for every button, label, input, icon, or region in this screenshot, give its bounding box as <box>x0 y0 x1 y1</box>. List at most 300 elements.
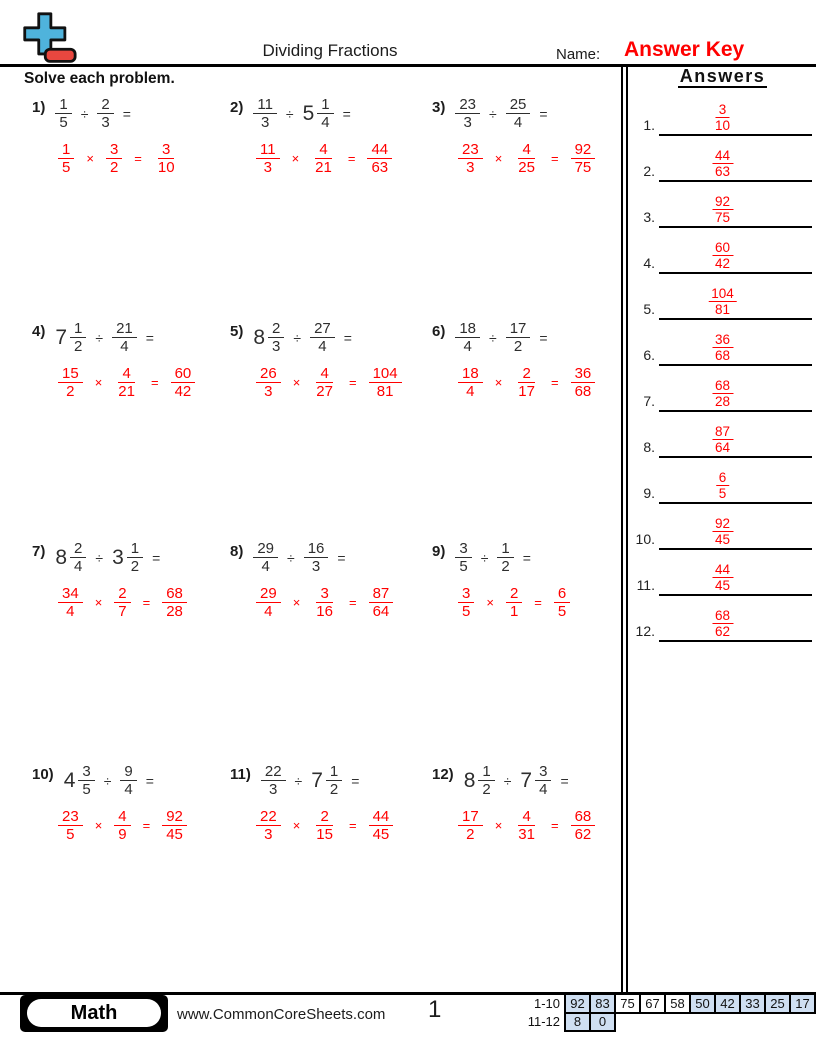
score-cell: 0 <box>590 1013 615 1032</box>
fraction <box>70 320 86 356</box>
answer-fraction <box>712 148 733 180</box>
denominator: 3 <box>264 825 273 843</box>
fraction <box>256 585 281 621</box>
multiply-sign: × <box>94 374 103 390</box>
answer-row-1 <box>629 94 816 140</box>
fraction <box>253 96 277 132</box>
denominator: 63 <box>371 158 389 176</box>
answer-blank-line <box>659 180 812 182</box>
solution <box>58 585 230 621</box>
problem-8 <box>230 532 432 755</box>
fraction <box>114 365 139 401</box>
numerator: 1 <box>70 320 86 338</box>
denominator: 21 <box>118 382 135 400</box>
numerator: 44 <box>367 141 392 159</box>
fraction <box>506 320 531 356</box>
denominator: 2 <box>466 825 475 843</box>
divide-sign: ÷ <box>95 549 104 566</box>
denominator: 75 <box>714 210 731 226</box>
fraction <box>458 365 483 401</box>
score-cell: 92 <box>565 994 590 1013</box>
answer-row-2 <box>629 140 816 186</box>
question <box>230 320 432 356</box>
answer-number: 10. <box>635 531 655 547</box>
denominator: 4 <box>264 602 273 620</box>
problem-number: 12) <box>432 766 454 783</box>
numerator: 4 <box>114 808 130 826</box>
result-fraction <box>369 585 394 621</box>
numerator: 3 <box>106 141 122 159</box>
equals-sign: = <box>539 105 548 122</box>
denominator: 15 <box>316 825 333 843</box>
divide-sign: ÷ <box>480 549 489 566</box>
numerator: 60 <box>712 240 733 257</box>
denominator: 1 <box>509 602 519 620</box>
question <box>230 96 432 132</box>
problem-number: 11) <box>230 766 251 783</box>
denominator: 3 <box>260 114 270 132</box>
numerator: 1 <box>317 96 333 114</box>
numerator: 2 <box>268 320 284 338</box>
numerator: 3 <box>458 585 474 603</box>
fraction <box>497 540 513 576</box>
numerator: 2 <box>114 585 130 603</box>
denominator: 2 <box>66 382 75 400</box>
multiply-sign: × <box>292 817 301 833</box>
denominator: 64 <box>372 602 390 620</box>
denominator: 25 <box>518 158 535 176</box>
numerator: 21 <box>112 320 137 338</box>
divide-sign: ÷ <box>285 105 294 122</box>
fraction <box>514 141 539 177</box>
numerator: 6 <box>716 470 730 487</box>
denominator: 2 <box>74 338 83 356</box>
website-url: www.CommonCoreSheets.com <box>177 1006 386 1023</box>
multiply-sign: × <box>486 594 494 610</box>
solution <box>256 585 432 621</box>
problem-9 <box>432 532 622 755</box>
question <box>432 96 622 132</box>
numerator: 1 <box>326 763 342 781</box>
numerator: 15 <box>58 365 83 383</box>
numerator: 17 <box>506 320 531 338</box>
instructions: Solve each problem. <box>24 70 175 87</box>
divide-sign: ÷ <box>95 329 104 346</box>
answer-fraction <box>712 240 733 272</box>
fraction <box>535 763 551 799</box>
multiply-sign: × <box>86 150 94 166</box>
answer-number: 5. <box>643 301 655 317</box>
numerator: 2 <box>70 540 86 558</box>
divide-sign: ÷ <box>287 549 295 566</box>
answer-fraction <box>712 608 733 640</box>
solution <box>58 365 230 401</box>
question <box>230 763 432 799</box>
numerator: 68 <box>162 585 187 603</box>
denominator: 4 <box>318 338 327 356</box>
denominator: 21 <box>315 158 332 176</box>
numerator: 25 <box>506 96 531 114</box>
answer-key-label: Answer Key <box>624 38 745 61</box>
equals-sign: = <box>152 549 161 566</box>
numerator: 1 <box>497 540 513 558</box>
numerator: 22 <box>256 808 281 826</box>
answer-number: 11. <box>636 577 655 593</box>
equals-sign: = <box>337 549 346 566</box>
problem-5 <box>230 312 432 532</box>
multiply-sign: × <box>291 150 300 166</box>
numerator: 68 <box>712 378 733 395</box>
answer-number: 12. <box>635 623 655 639</box>
answer-row-4 <box>629 232 816 278</box>
whole-number: 7 <box>55 325 68 349</box>
numerator: 44 <box>712 148 733 165</box>
score-cell: 83 <box>590 994 615 1013</box>
denominator: 63 <box>714 164 731 180</box>
denominator: 45 <box>372 825 390 843</box>
equals-sign: = <box>145 329 154 346</box>
multiply-sign: × <box>494 817 503 833</box>
numerator: 18 <box>455 320 480 338</box>
denominator: 28 <box>166 602 183 620</box>
denominator: 5 <box>459 558 468 576</box>
denominator: 4 <box>120 338 129 356</box>
multiply-sign: × <box>292 594 301 610</box>
answer-row-8 <box>629 416 816 462</box>
denominator: 3 <box>269 781 278 799</box>
numerator: 3 <box>455 540 471 558</box>
answer-number: 9. <box>643 485 655 501</box>
fraction <box>55 96 71 132</box>
whole-number: 5 <box>302 101 315 125</box>
numerator: 4 <box>315 141 331 159</box>
fraction <box>455 320 480 356</box>
numerator: 68 <box>571 808 596 826</box>
result-fraction <box>369 365 402 401</box>
numerator: 3 <box>716 102 730 119</box>
answer-blank-line <box>659 364 812 366</box>
multiply-sign: × <box>94 594 103 610</box>
numerator: 4 <box>316 365 332 383</box>
answer-number: 1. <box>643 117 655 133</box>
numerator: 6 <box>554 585 570 603</box>
question <box>432 540 622 576</box>
fraction <box>70 540 86 576</box>
denominator: 2 <box>513 338 523 356</box>
numerator: 11 <box>256 141 280 159</box>
numerator: 92 <box>712 516 733 533</box>
numerator: 34 <box>58 585 83 603</box>
question <box>32 540 230 576</box>
answer-blank-line <box>659 272 812 274</box>
denominator: 4 <box>463 338 472 356</box>
denominator: 4 <box>321 114 330 132</box>
result-fraction <box>571 365 596 401</box>
numerator: 87 <box>712 424 733 441</box>
answers-divider <box>621 66 628 993</box>
subject-badge <box>20 995 168 1032</box>
solution <box>458 808 622 844</box>
whole-number: 8 <box>253 325 266 349</box>
equals-sign: = <box>150 374 159 390</box>
problem-11 <box>230 755 432 981</box>
page-number: 1 <box>428 996 442 1023</box>
fraction <box>317 96 333 132</box>
fraction <box>127 540 143 576</box>
denominator: 16 <box>316 602 333 620</box>
subject-label: Math <box>27 999 161 1027</box>
denominator: 4 <box>466 382 475 400</box>
commoncoresheets-logo <box>20 11 78 67</box>
whole-number: 8 <box>463 768 476 792</box>
whole-number: 7 <box>520 768 533 792</box>
problem-4 <box>32 312 230 532</box>
fraction <box>506 96 531 132</box>
denominator: 81 <box>376 382 394 400</box>
problem-number: 9) <box>432 543 446 560</box>
fraction <box>312 808 337 844</box>
fraction <box>312 365 337 401</box>
equals-sign: = <box>142 594 151 610</box>
fraction <box>458 808 483 844</box>
problem-2 <box>230 88 432 312</box>
equals-sign: = <box>348 594 357 610</box>
equals-sign: = <box>522 549 531 566</box>
fraction <box>326 763 342 799</box>
fraction <box>458 585 474 621</box>
numerator: 2 <box>97 96 113 114</box>
numerator: 3 <box>78 763 94 781</box>
answers-heading <box>629 66 816 94</box>
answer-number: 8. <box>643 439 655 455</box>
whole-number: 4 <box>63 768 76 792</box>
answer-blank-line <box>659 318 812 320</box>
divide-sign: ÷ <box>503 772 512 789</box>
problem-number: 1) <box>32 99 46 116</box>
question <box>32 96 230 132</box>
answer-row-6 <box>629 324 816 370</box>
numerator: 2 <box>316 808 332 826</box>
result-fraction <box>554 585 570 621</box>
denominator: 7 <box>118 602 127 620</box>
numerator: 104 <box>369 365 402 383</box>
divide-sign: ÷ <box>294 772 303 789</box>
answer-number: 6. <box>643 347 655 363</box>
result-fraction <box>369 808 394 844</box>
score-cell: 8 <box>565 1013 590 1032</box>
fraction <box>58 808 83 844</box>
solution <box>458 141 622 177</box>
denominator: 5 <box>62 158 71 176</box>
fraction <box>114 585 130 621</box>
problem-7 <box>32 532 230 755</box>
solution <box>256 365 432 401</box>
score-cell: 42 <box>715 994 740 1013</box>
equals-sign: = <box>343 329 352 346</box>
problem-number: 2) <box>230 99 244 116</box>
numerator: 9 <box>120 763 136 781</box>
question <box>32 763 230 799</box>
denominator: 10 <box>157 158 175 176</box>
denominator: 68 <box>714 348 731 364</box>
result-fraction <box>367 141 392 177</box>
equals-sign: = <box>348 374 357 390</box>
problem-number: 6) <box>432 323 446 340</box>
page-title: Dividing Fractions <box>262 41 398 60</box>
answer-blank-line <box>659 502 812 504</box>
denominator: 31 <box>518 825 535 843</box>
numerator: 3 <box>316 585 332 603</box>
answer-row-5 <box>629 278 816 324</box>
numerator: 92 <box>162 808 187 826</box>
whole-number: 3 <box>112 545 124 569</box>
problems-grid <box>32 88 622 981</box>
score-row-label: 1-10 <box>533 995 560 1011</box>
problem-6 <box>432 312 622 532</box>
fraction <box>58 365 83 401</box>
fraction <box>97 96 113 132</box>
multiply-sign: × <box>494 374 503 390</box>
denominator: 81 <box>714 302 731 318</box>
numerator: 36 <box>712 332 733 349</box>
question <box>230 540 432 576</box>
denominator: 4 <box>74 558 83 576</box>
numerator: 29 <box>256 585 281 603</box>
solution <box>256 808 432 844</box>
numerator: 22 <box>261 763 286 781</box>
fraction <box>311 141 336 177</box>
numerator: 44 <box>712 562 733 579</box>
fraction <box>78 763 94 799</box>
denominator: 4 <box>513 114 523 132</box>
numerator: 23 <box>458 141 483 159</box>
numerator: 87 <box>369 585 394 603</box>
numerator: 1 <box>55 96 71 114</box>
denominator: 42 <box>174 382 192 400</box>
denominator: 62 <box>714 624 731 640</box>
score-cell: 75 <box>615 994 640 1013</box>
problem-10 <box>32 755 230 981</box>
solution <box>58 141 230 177</box>
denominator: 5 <box>462 602 471 620</box>
fraction <box>256 365 281 401</box>
equals-sign: = <box>550 150 559 166</box>
solution <box>58 808 230 844</box>
multiply-sign: × <box>292 374 301 390</box>
score-cell: 25 <box>765 994 790 1013</box>
answer-number: 4. <box>643 255 655 271</box>
minus-icon <box>45 49 75 61</box>
question <box>432 763 622 799</box>
denominator: 9 <box>118 825 127 843</box>
score-cell: 67 <box>640 994 665 1013</box>
answer-fraction <box>712 424 733 456</box>
numerator: 2 <box>518 365 534 383</box>
equals-sign: = <box>550 374 559 390</box>
fraction <box>455 96 480 132</box>
problem-12 <box>432 755 622 981</box>
fraction <box>106 141 122 177</box>
answer-fraction <box>712 562 733 594</box>
answer-fraction <box>712 332 733 364</box>
answer-blank-line <box>659 226 812 228</box>
denominator: 42 <box>714 256 731 272</box>
divide-sign: ÷ <box>489 105 497 122</box>
fraction <box>478 763 494 799</box>
numerator: 4 <box>518 141 534 159</box>
divide-sign: ÷ <box>80 105 89 122</box>
fraction <box>112 320 137 356</box>
problem-number: 5) <box>230 323 244 340</box>
answer-number: 2. <box>643 163 655 179</box>
answer-row-12 <box>629 600 816 646</box>
score-row-11-12 <box>514 1013 815 1032</box>
fraction <box>58 141 74 177</box>
denominator: 4 <box>539 781 548 799</box>
denominator: 2 <box>109 158 119 176</box>
problem-number: 8) <box>230 543 244 560</box>
numerator: 4 <box>118 365 134 383</box>
whole-number: 8 <box>55 545 68 569</box>
answer-blank-line <box>659 594 812 596</box>
fraction <box>458 141 483 177</box>
result-fraction <box>571 808 596 844</box>
denominator: 2 <box>501 558 510 576</box>
result-fraction <box>571 141 596 177</box>
result-fraction <box>162 808 187 844</box>
fraction <box>455 540 471 576</box>
answer-fraction <box>712 194 733 226</box>
numerator: 104 <box>708 286 737 303</box>
result-fraction <box>162 585 187 621</box>
score-row-label: 11-12 <box>527 1014 560 1030</box>
answers-panel <box>629 66 816 646</box>
numerator: 92 <box>571 141 596 159</box>
problem-number: 10) <box>32 766 54 783</box>
denominator: 75 <box>574 158 592 176</box>
score-chart <box>514 993 816 1032</box>
denominator: 3 <box>264 382 273 400</box>
question <box>432 320 622 356</box>
denominator: 5 <box>66 825 75 843</box>
answer-number: 3. <box>643 209 655 225</box>
equals-sign: = <box>122 105 131 122</box>
answer-blank-line <box>659 640 812 642</box>
multiply-sign: × <box>94 817 103 833</box>
answer-fraction <box>712 378 733 410</box>
score-cell: 17 <box>790 994 815 1013</box>
numerator: 18 <box>458 365 483 383</box>
equals-sign: = <box>550 817 559 833</box>
solution <box>458 585 622 621</box>
answer-number: 7. <box>643 393 655 409</box>
answer-blank-line <box>659 410 812 412</box>
denominator: 4 <box>261 558 270 576</box>
name-label: Name: <box>556 46 601 63</box>
fraction <box>256 808 281 844</box>
denominator: 28 <box>714 394 731 410</box>
equals-sign: = <box>347 150 356 166</box>
problem-number: 3) <box>432 99 446 116</box>
result-fraction <box>171 365 196 401</box>
numerator: 29 <box>253 540 278 558</box>
solution <box>458 365 622 401</box>
equals-sign: = <box>348 817 357 833</box>
fraction <box>58 585 83 621</box>
problem-3 <box>432 88 622 312</box>
denominator: 2 <box>329 781 339 799</box>
fraction <box>310 320 335 356</box>
